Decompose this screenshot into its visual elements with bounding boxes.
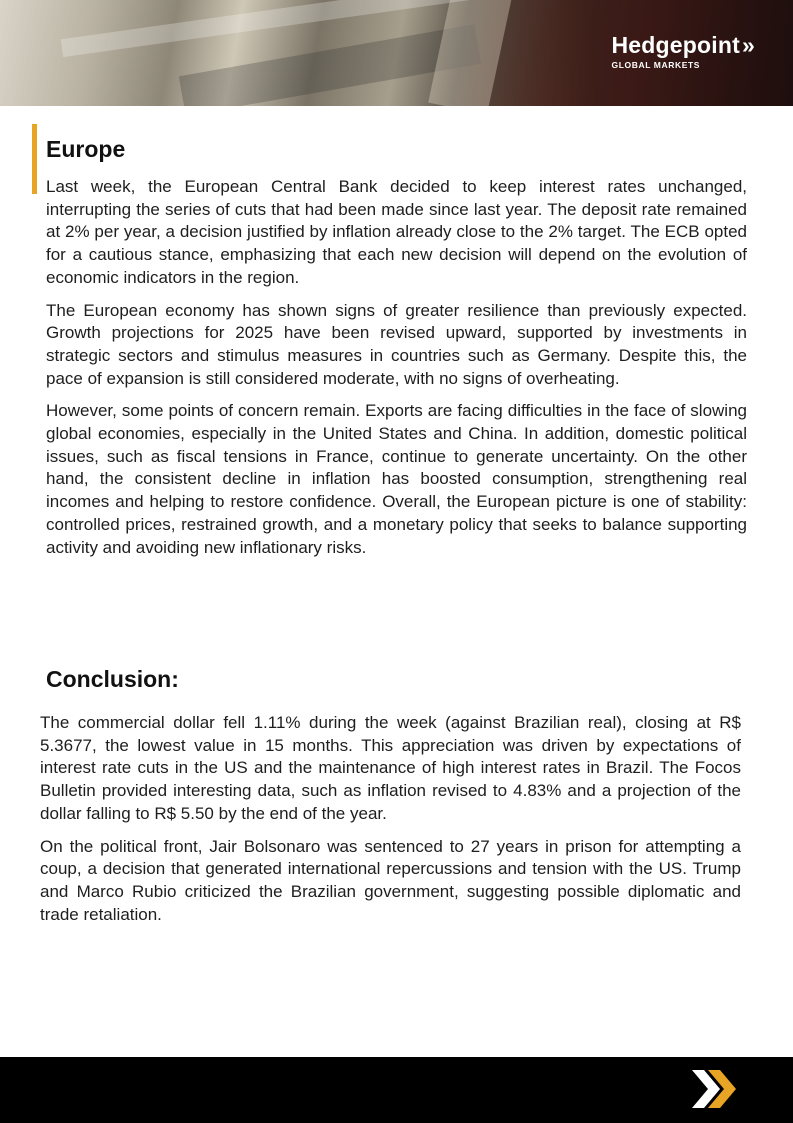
paragraph: Last week, the European Central Bank decided to keep interest rates unchanged, interrupting the series of cuts that had been made since last year. The deposit rate remained at 2% per year, a decision justified by inflation already close to the 2% target. The ECB opted for a cautious stance, emphasizing that each new decision will depend on the evolution of economic indicators in the region.	[46, 177, 747, 287]
brand-logo	[612, 32, 756, 70]
section-accent-bar	[32, 124, 37, 194]
paragraph: The commercial dollar fell 1.11% during the week (against Brazilian real), closing at R$ 5.3677, the lowest value in 15 months. This appreciation was driven by expectations of interest rate cuts in the US and the maintenance of high interest rates in Brazil. The Focos Bulletin provided interesting data, such as inflation revised to 4.83% and a projection of the dollar falling to R$ 5.50 by the end of the year.	[40, 713, 741, 823]
paragraph: On the political front, Jair Bolsonaro was sentenced to 27 years in prison for attempting a coup, a decision that generated international repercussions and tension with the US. Trump and Marco Rubio criticized the Brazilian government, suggesting possible diplomatic and trade retaliation.	[40, 836, 741, 924]
section-title-europe: Europe	[46, 136, 126, 162]
hedgepoint-chevron-icon	[690, 1068, 740, 1110]
brand-subtitle: GLOBAL MARKETS	[611, 60, 701, 70]
europe-body	[46, 176, 747, 569]
section-title-conclusion: Conclusion:	[46, 666, 179, 692]
brand-name: Hedgepoint»	[611, 32, 755, 58]
banner-texture	[428, 0, 512, 106]
header-banner	[0, 0, 793, 106]
conclusion-body	[40, 712, 741, 936]
footer-bar	[0, 1057, 793, 1123]
paragraph: However, some points of concern remain. Exports are facing difficulties in the face of slowing global economies, especially in the United States and China. In addition, domestic political issues, such as fiscal tensions in France, continue to generate uncertainty. On the other hand, the consistent decline in inflation has boosted consumption, strengthening real incomes and helping to restore confidence. Overall, the European picture is one of stability: controlled prices, restrained growth, and a monetary policy that seeks to balance supporting activity and avoiding new inflationary risks.	[46, 401, 747, 557]
paragraph: The European economy has shown signs of greater resilience than previously expected. Growth projections for 2025 have been revised upward, supported by investments in strategic sectors and stimulus measures in countries such as Germany. Despite this, the pace of expansion is still considered moderate, with no signs of overheating.	[46, 300, 747, 388]
